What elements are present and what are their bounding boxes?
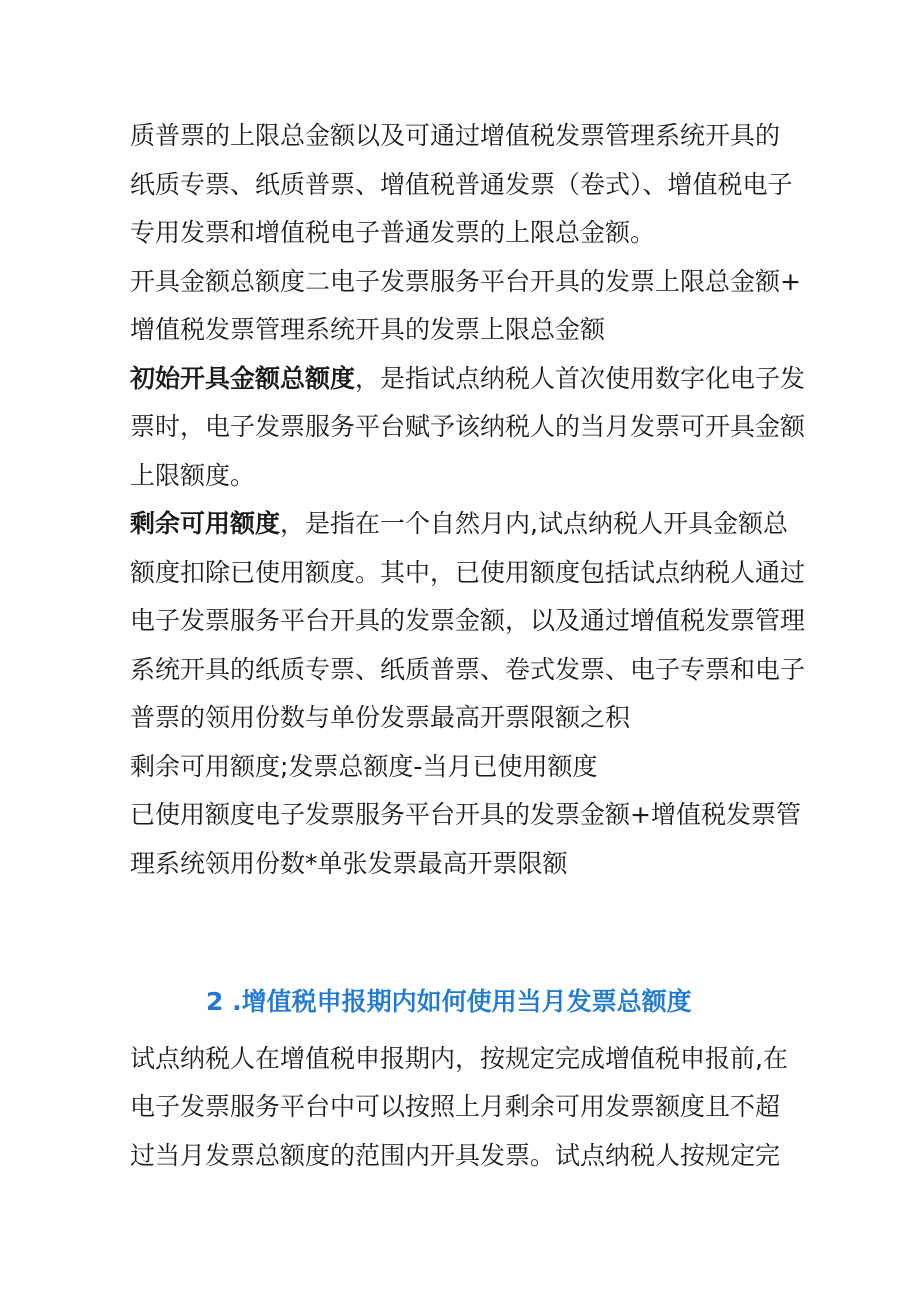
paragraph-line: 纸质专票、纸质普票、增值税普通发票（卷式）、增值税电子 [130,169,793,199]
definition-remaining [130,500,810,549]
document-body [130,112,810,1180]
paragraph-line: 电子发票服务平台中可以按照上月剩余可用发票额度且不超 [130,1092,781,1121]
formula-line: 开具金额总额度二电子发票服务平台开具的发票上限总金额+ [130,266,801,296]
definition-text: ，是指在一个自然月内,试点纳税人开具金额总 [280,509,788,538]
formula-line: 理系统领用份数*单张发票最高开票限额 [130,848,568,878]
formula-line: 增值税发票管理系统开具的发票上限总金额 [130,315,606,344]
paragraph-line: 质普票的上限总金额以及可通过增值税发票管理系统开具的 [130,121,781,150]
paragraph-line: 上限额度。 [130,460,256,490]
term-remaining: 剩余可用额度 [130,509,281,538]
paragraph-line: 专用发票和增值税电子普通发票的上限总金额。 [130,218,656,247]
paragraph-line: 票时，电子发票服务平台赋予该纳税人的当月发票可开具金额 [130,412,806,441]
paragraph-line: 额度扣除已使用额度。其中，已使用额度包括试点纳税人通过 [130,557,806,587]
section-heading: 2 .增值税申报期内如何使用当月发票总额度 [206,987,692,1016]
definition-text: ，是指试点纳税人首次使用数字化电子发 [355,363,806,393]
paragraph-line: 过当月发票总额度的范围内开具发票。试点纳税人按规定完 [130,1140,781,1170]
term-initial-total: 初始开具金额总额度 [130,363,356,393]
formula-line: 剩余可用额度;发票总额度-当月已使用额度 [130,751,598,781]
definition-initial-total [130,355,810,404]
section-gap [130,888,810,978]
paragraph-line: 电子发票服务平台开具的发票金额，以及通过增值税发票管理 [130,606,806,635]
paragraph-line: 试点纳税人在增值税申报期内，按规定完成增值税申报前,在 [130,1043,788,1073]
formula-line: 已使用额度电子发票服务平台开具的发票金额+增值税发票管 [130,800,801,829]
paragraph-line: 普票的领用份数与单份发票最高开票限额之积 [130,703,631,732]
paragraph-line: 系统开具的纸质专票、纸质普票、卷式发票、电子专票和电子 [130,654,806,684]
